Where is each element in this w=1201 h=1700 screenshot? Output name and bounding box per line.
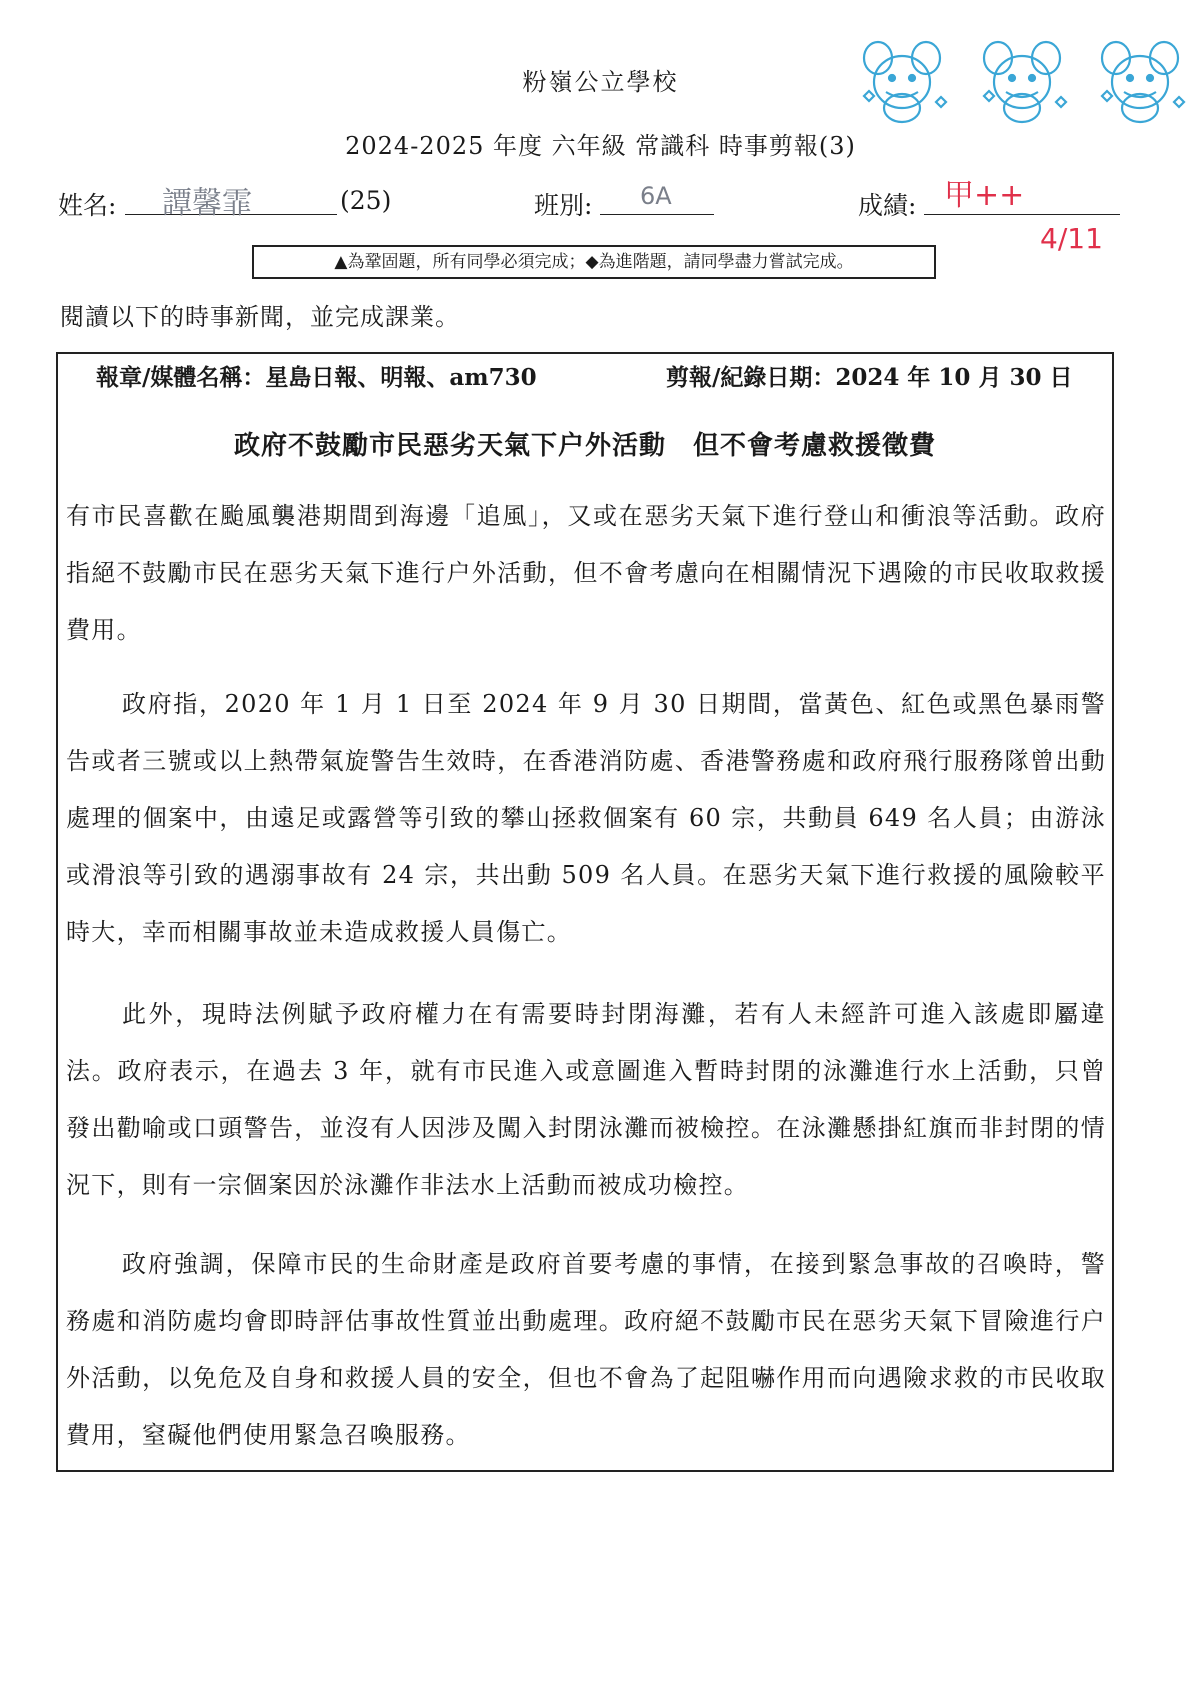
name-label: 姓名:: [58, 191, 117, 220]
class-value: 6A: [640, 182, 672, 210]
article-paragraph: 有市民喜歡在颱風襲港期間到海邊「追風」，又或在惡劣天氣下進行登山和衝浪等活動。政府指絕不鼓勵市民在惡劣天氣下進行户外活動，但不會考慮向在相關情況下遇險的市民收取救援費用。: [66, 502, 1106, 644]
article-headline: 政府不鼓勵市民惡劣天氣下户外活動 但不會考慮救援徵費: [233, 431, 936, 461]
school-name: 粉嶺公立學校: [522, 68, 679, 96]
article-paragraph: 政府指，2020 年 1 月 1 日至 2024 年 9 月 30 日期間，當黃色、紅色或黑色暴雨警告或者三號或以上熱帶氣旋警告生效時，在香港消防處、香港警務處和政府飛行服務隊曾出動處理的個案中，由遠足或露營等引致的攀山拯救個案有 60 宗，共動員 649 名人員；由游泳或滑浪等引致的遇溺事故有 24 宗，共出動 509 名人員。在惡劣天氣下進行救援的風險較平時大，幸而相關事故並未造成救援人員傷亡。: [66, 690, 1106, 946]
article-paragraph: 此外，現時法例賦予政府權力在有需要時封閉海灘，若有人未經許可進入該處即屬違法。政府表示，在過去 3 年，就有市民進入或意圖進入暫時封閉的泳灘進行水上活動，只曾發出勸喻或口頭警告，並沒有人因涉及闖入封閉泳灘而被檢控。在泳灘懸掛紅旗而非封閉的情況下，則有一宗個案因於泳灘作非法水上活動而被成功檢控。: [66, 1000, 1106, 1199]
score: 4/11: [1040, 222, 1103, 255]
student-info-row: [0, 180, 1201, 220]
article-date: 剪報/紀錄日期：2024 年 10 月 30 日: [666, 364, 1073, 391]
bunny-stamp-icon: [856, 36, 948, 128]
bunny-stamp-icon: [976, 36, 1068, 128]
grade-line: [924, 214, 1120, 215]
instruction: 閱讀以下的時事新聞，並完成課業。: [60, 303, 460, 331]
article-source: 報章/媒體名稱：星島日報、明報、am730: [96, 364, 537, 391]
class-line: [600, 214, 714, 215]
notice-box: ▲為鞏固題，所有同學必須完成；◆為進階題，請同學盡力嘗試完成。: [252, 245, 936, 279]
class-number: (25): [340, 186, 392, 215]
article-paragraph: 政府強調，保障市民的生命財產是政府首要考慮的事情，在接到緊急事故的召喚時，警務處和消防處均會即時評估事故性質並出動處理。政府絕不鼓勵市民在惡劣天氣下冒險進行户外活動，以免危及自身和救援人員的安全，但也不會為了起阻嚇作用而向遇險求救的市民收取費用，窒礙他們使用緊急召喚服務。: [66, 1250, 1106, 1449]
class-label: 班別:: [534, 191, 593, 220]
name-value: 譚馨霏: [162, 186, 252, 221]
grade-label: 成績:: [858, 191, 917, 220]
bunny-stamp-icon: [1094, 36, 1186, 128]
grade-value: 甲++: [944, 178, 1025, 213]
worksheet-title: 2024-2025 年度 六年級 常識科 時事剪報(3): [345, 132, 856, 160]
